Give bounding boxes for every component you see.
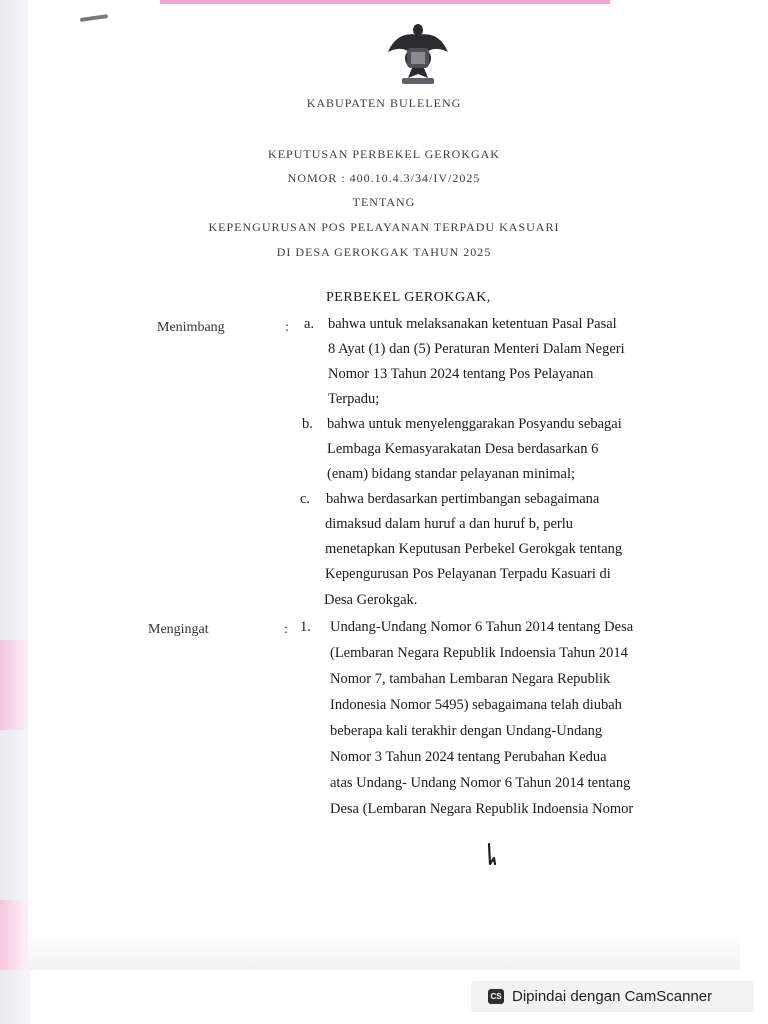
mengingat-label: Mengingat [148,622,209,637]
clause-line: menetapkan Keputusan Perbekel Gerokgak tentang [325,541,623,557]
clause-line: Undang-Undang Nomor 6 Tahun 2014 tentang Desa [330,619,634,635]
decree-number: NOMOR : 400.10.4.3/34/IV/2025 [287,171,481,185]
clause-line: Nomor 7, tambahan Lembaran Negara Republik [330,671,611,687]
clause-line: Kepengurusan Pos Pelayanan Terpadu Kasuari di [325,566,611,582]
clause-line: Terpadu; [328,391,380,407]
clause-line: Lembaga Kemasyarakatan Desa berdasarkan 6 [327,441,599,457]
camscanner-text: Dipindai dengan CamScanner [512,988,713,1005]
document-page [28,0,740,968]
camscanner-watermark [471,981,754,1012]
clause-line: dimaksud dalam huruf a dan huruf b, perlu [325,516,574,532]
clause-line: bahwa berdasarkan pertimbangan sebagaimana [326,491,600,507]
clause-line: Nomor 3 Tahun 2024 tentang Perubahan Kedua [330,749,607,765]
clause-line: bahwa untuk menyelenggarakan Posyandu sebagai [327,416,622,432]
clause-line: Indonesia Nomor 5495) sebagaimana telah diubah [330,697,622,713]
page-top-pink-strip [160,0,610,4]
garuda-emblem-icon [382,18,454,90]
about-heading: TENTANG [352,195,416,209]
clause-line: Desa (Lembaran Negara Republik Indoensia Nomor [330,801,634,817]
mengingat-colon: : [284,622,288,637]
page-bottom-shading [28,930,740,970]
menimbang-label: Menimbang [157,320,225,335]
clause-line: (Lembaran Negara Republik Indoensia Tahun 2014 [330,645,628,661]
clause-line: beberapa kali terakhir dengan Undang-Undang [330,723,603,739]
clause-line: Desa Gerokgak. [324,592,418,608]
clause-line: atas Undang- Undang Nomor 6 Tahun 2014 tentang [330,775,631,791]
clause-line: (enam) bidang standar pelayanan minimal; [327,466,576,482]
clause-line: 8 Ayat (1) dan (5) Peraturan Menteri Dalam Negeri [328,341,625,357]
paraf-initial-mark [485,842,505,868]
issuer-heading: PERBEKEL GEROKGAK, [326,290,491,305]
subject-line-1: KEPENGURUSAN POS PELAYANAN TERPADU KASUARI [208,220,560,234]
camscanner-logo-icon: CS [488,989,504,1004]
regency-name: KABUPATEN BULELENG [306,96,462,110]
clause-line: Nomor 13 Tahun 2024 tentang Pos Pelayanan [328,366,594,382]
item-marker: 1. [300,619,311,635]
item-marker: b. [302,416,313,432]
item-marker: a. [304,316,315,332]
item-marker: c. [300,491,311,507]
subject-line-2: DI DESA GEROKGAK TAHUN 2025 [276,245,492,259]
clause-line: bahwa untuk melaksanakan ketentuan Pasal Pasal [328,316,617,332]
menimbang-colon: : [285,320,289,335]
decree-title: KEPUTUSAN PERBEKEL GEROKGAK [268,147,500,161]
